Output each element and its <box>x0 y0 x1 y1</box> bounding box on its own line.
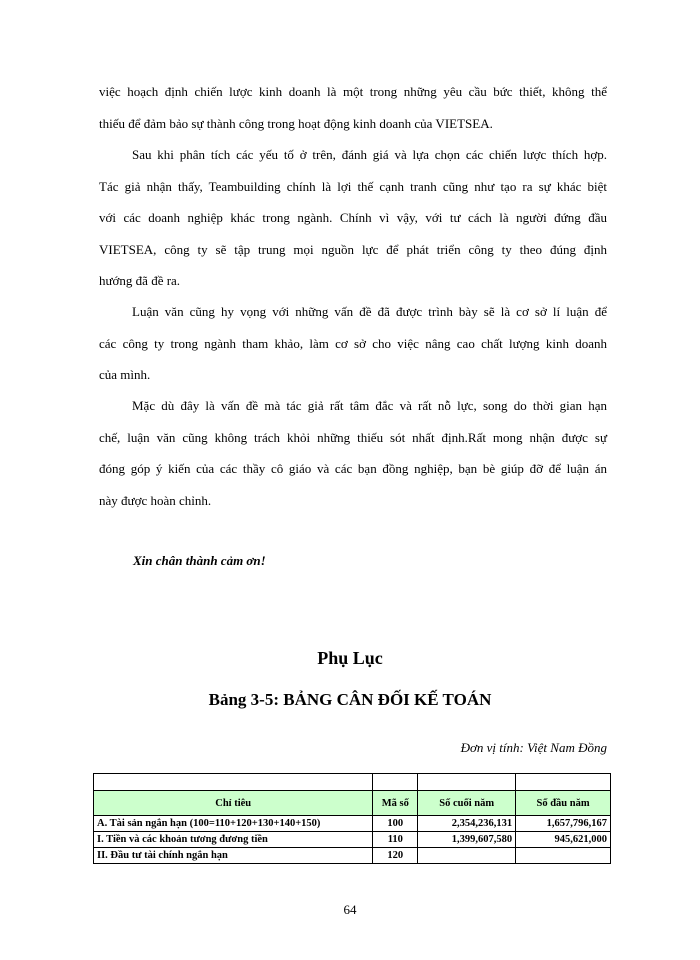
table-cell: 945,621,000 <box>516 832 611 848</box>
text-line: chế, luận văn cũng không trách khỏi những thiếu sót nhất định.Rất mong nhận được sự <box>99 429 607 445</box>
text-line: việc hoạch định chiến lược kinh doanh là một trong những yêu cầu bức thiết, không thể <box>99 84 607 99</box>
table-cell: A. Tài sản ngắn hạn (100=110+120+130+140+150) <box>94 816 373 832</box>
text-line: hướng đã đề ra. <box>99 273 181 288</box>
text-line: VIETSEA, công ty sẽ tập trung mọi nguồn lực để phát triển công ty theo đúng định <box>99 241 607 257</box>
table-cell: 1,399,607,580 <box>418 832 516 848</box>
table-cell: 120 <box>373 848 418 864</box>
table-cell: 1,657,796,167 <box>516 816 611 832</box>
text-line: Mặc dù đây là vấn đề mà tác giả rất tâm đắc và rất nỗ lực, song do thời gian hạn <box>132 398 607 413</box>
header-cell: Số cuối năm <box>418 791 516 816</box>
header-cell: Chỉ tiêu <box>94 791 373 816</box>
table-cell: I. Tiền và các khoản tương đương tiền <box>94 832 373 848</box>
text-line: Luận văn cũng hy vọng với những vấn đề đã được trình bày sẽ là cơ sở lí luận để <box>132 304 607 319</box>
table-header-row <box>94 791 611 816</box>
table-spacer-row <box>94 774 611 791</box>
balance-sheet-table <box>93 773 611 864</box>
paragraph-3 <box>99 296 607 391</box>
table-cell <box>418 848 516 864</box>
text-line: thiếu để đảm bảo sự thành công trong hoạt động kinh doanh của VIETSEA. <box>99 115 493 131</box>
appendix-title: Phụ Lục <box>317 648 383 668</box>
table-cell: 100 <box>373 816 418 832</box>
paragraph-2 <box>99 139 607 297</box>
paragraph-1 <box>99 76 607 139</box>
page-number: 64 <box>343 902 357 917</box>
unit-note: Đơn vị tính: Việt Nam Đồng <box>460 740 607 755</box>
header-cell: Mã số <box>373 791 418 816</box>
header-cell: Số đầu năm <box>516 791 611 816</box>
closing-thanks: Xin chân thành cảm ơn! <box>133 553 266 568</box>
text-line: của mình. <box>99 367 151 382</box>
table-row <box>94 832 611 848</box>
text-line: Tác giả nhận thấy, Teambuilding chính là lợi thế cạnh tranh cũng như tạo ra sự khác biệt <box>99 178 607 194</box>
paragraph-4 <box>99 390 607 516</box>
table-cell <box>516 848 611 864</box>
table-cell: II. Đầu tư tài chính ngắn hạn <box>94 848 373 864</box>
table-cell: 2,354,236,131 <box>418 816 516 832</box>
table-title: Bảng 3-5: BẢNG CÂN ĐỐI KẾ TOÁN <box>208 690 492 709</box>
text-line: đóng góp ý kiến của các thầy cô giáo và các bạn đồng nghiệp, bạn bè giúp đỡ để luận án <box>99 461 607 476</box>
text-line: với các doanh nghiệp khác trong ngành. Chính vì vậy, với tư cách là người đứng đầu <box>99 210 607 225</box>
text-line: này được hoàn chỉnh. <box>99 492 212 508</box>
table-cell: 110 <box>373 832 418 848</box>
table-row <box>94 816 611 832</box>
table-row <box>94 848 611 864</box>
text-line: các công ty trong ngành tham khảo, làm cơ sở cho việc nâng cao chất lượng kinh doanh <box>99 335 607 351</box>
text-line: Sau khi phân tích các yếu tố ở trên, đánh giá và lựa chọn các chiến lược thích hợp. <box>132 147 607 162</box>
